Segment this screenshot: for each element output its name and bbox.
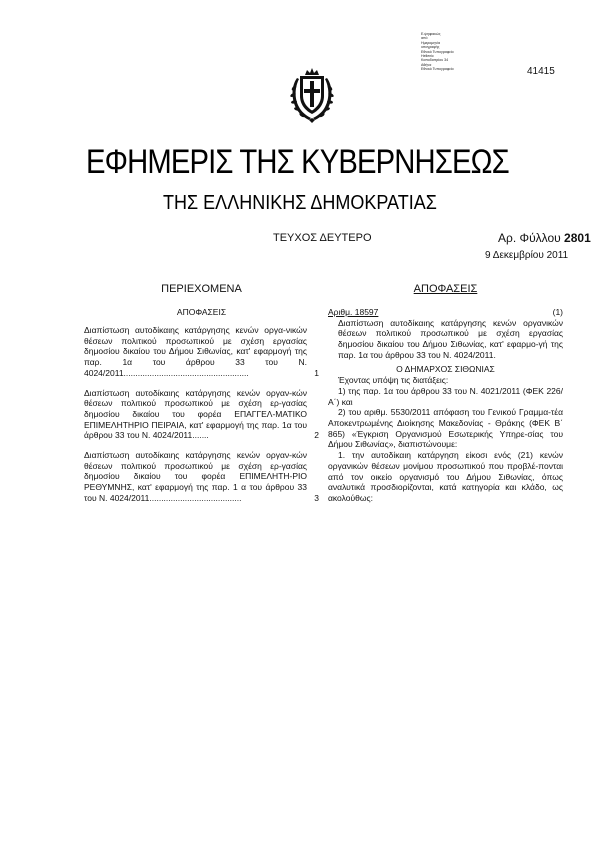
stamp-line: Εθνικό Τυπογραφείο [421, 49, 454, 54]
decision-intro: Έχοντας υπόψη τις διατάξεις: [338, 375, 449, 386]
decision-paragraph: 2) του αριθμ. 5530/2011 απόφαση του Γενικού Γραμμα-τέα Αποκεντρωμένης Διοίκησης Μακεδονίας - Θράκης (ΦΕΚ Β΄ 865) «Έγκριση Οργανισμού Εσωτερικής Υπηρε-σίας του Δήμου Σιθωνίας», διαπιστώνουμε: [328, 407, 563, 450]
decision-marker: (1) [552, 307, 563, 317]
decisions-heading: ΑΠΟΦΑΣΕΙΣ [413, 283, 478, 295]
decision-paragraph: 1. την αυτοδίκαιη κατάργηση είκοσι ενός (21) κενών οργανικών θέσεων μονίμου προσωπικού που προβλέ-πονται από τον οικείο οργανισμό του Δήμου Σιθωνίας, όπως αναλυτικά προσδιορίζονται, κατά κατηγορία και κλάδο, ως ακολούθως: [328, 450, 563, 503]
sheet-number-label [498, 231, 591, 245]
contents-subheading: ΑΠΟΦΑΣΕΙΣ [176, 307, 227, 317]
issue-label: ΤΕΥΧΟΣ ΔΕΥΤΕΡΟ [273, 232, 372, 244]
gazette-title: ΕΦΗΜΕΡΙΣ ΤΗΣ ΚΥΒΕΡΝΗΣΕΩΣ [85, 143, 509, 181]
stamp-line: Hellenic [421, 54, 434, 59]
stamp-line: Αθήνα [421, 62, 432, 67]
stamp-line: Ημερομηνία [421, 40, 441, 45]
decision-number-row [328, 307, 563, 318]
toc-item-page: 1 [314, 367, 319, 378]
toc-item-page: 2 [314, 430, 319, 441]
toc-item-text: Διαπίστωση αυτοδίκαιης κατάργησης κενών οργα-νικών θέσεων πολιτικού προσωπικού με σχέση εργασίας δημοσίου δικαίου του Δήμου Σιθωνίας, κατ' εφαρμογή της παρ. 1α του άρθρου 33 του Ν. 4024/2011..................................................... [84, 325, 307, 378]
toc-item[interactable] [84, 325, 319, 379]
decision-paragraph: 1) της παρ. 1α του άρθρου 33 του Ν. 4021/2011 (ΦΕΚ 226/Α΄) και [328, 385, 563, 407]
sheet-prefix: Αρ. Φύλλου [498, 231, 561, 245]
sheet-number: 2801 [564, 231, 591, 245]
contents-heading: ΠΕΡΙΕΧΟΜΕΝΑ [161, 283, 242, 295]
toc-item[interactable] [84, 388, 319, 442]
stamp-line: Εθνικό Τυπογραφείο [421, 67, 454, 72]
stamp-line: από [421, 36, 428, 41]
toc-item-page: 3 [314, 492, 319, 503]
issue-date: 9 Δεκεμβρίου 2011 [485, 250, 569, 261]
greek-coat-of-arms-icon [287, 60, 337, 124]
decisions-column [328, 283, 563, 504]
decision-number: Αριθμ. 18597 [328, 307, 379, 317]
toc-item-text: Διαπίστωση αυτοδίκαιης κατάργησης κενών οργαν-κών θέσεων πολιτικού προσωπικού με σχέση ερ-γασίας δημοσίου δικαίου του φορέα ΕΠΑΓΓΕΛ-ΜΑΤΙΚΟ ΕΠΙΜΕΛΗΤΗΡΙΟ ΠΕΙΡΑΙΑ, κατ' εφαρμογή της παρ. 1α του άρθρου 33 του Ν. 4024/2011....... [84, 387, 307, 441]
gazette-subtitle: ΤΗΣ ΕΛΛΗΝΙΚΗΣ ΔΗΜΟΚΡΑΤΙΑΣ [163, 192, 437, 214]
toc-item-text: Διαπίστωση αυτοδίκαιης κατάργησης κενών οργαν-κών θέσεων πολιτικού προσωπικού με σχέση ερ-γασίας δημοσίου δικαίου του φορέα ΕΠΙΜΕΛΗΤΗ-ΡΙΟ ΡΕΘΥΜΝΗΣ, κατ' εφαρμογή της παρ. 1 α του άρθρου 33 του Ν. 4024/2011....................................... [84, 450, 307, 503]
toc-item[interactable] [84, 450, 319, 504]
contents-column [84, 283, 319, 513]
digital-signature-stamp [421, 32, 481, 72]
decision-title: Διαπίστωση αυτοδίκαιης κατάργησης κενών οργανικών θέσεων πολιτικού προσωπικού με σχέση εργασίας δημοσίου δικαίου του Δήμου Σιθωνίας, κατ' εφαρμο-γή της παρ. 1α του άρθρου 33 του Ν. 4024/2011. [338, 317, 563, 360]
mayor-heading: Ο ΔΗΜΑΡΧΟΣ ΣΙΘΩΝΙΑΣ [396, 363, 495, 374]
stamp-line: υπογραφής [421, 45, 440, 50]
page-number: 41415 [527, 66, 555, 77]
stamp-line: Καποδιστρίου 34 [421, 58, 449, 63]
stamp-line: Ε.ψηφιακώς [421, 32, 441, 36]
